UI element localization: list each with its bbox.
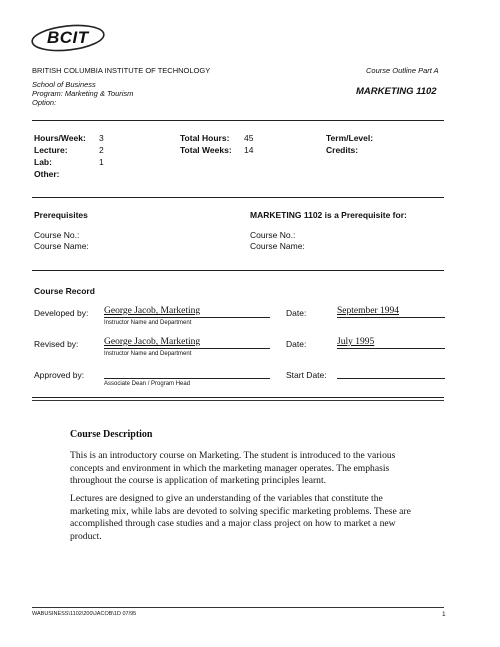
hours-week-label: Hours/Week: <box>34 133 86 143</box>
start-date-label: Start Date: <box>286 370 327 380</box>
term-level-label: Term/Level: <box>326 133 374 143</box>
divider <box>32 270 444 271</box>
prereq-course-name-label: Course Name: <box>34 241 89 251</box>
total-hours-label: Total Hours: <box>180 133 230 143</box>
developed-by-label: Developed by: <box>34 308 89 318</box>
divider <box>32 400 444 401</box>
credits-label: Credits: <box>326 145 359 155</box>
program-name: Program: Marketing & Tourism <box>32 89 134 98</box>
institute-name: BRITISH COLUMBIA INSTITUTE OF TECHNOLOGY <box>32 66 211 75</box>
course-description-title: Course Description <box>70 429 153 440</box>
prereq-for-course-no-label: Course No.: <box>250 230 296 240</box>
lab-label: Lab: <box>34 157 52 167</box>
lecture-value: 2 <box>99 145 104 155</box>
course-record-title: Course Record <box>34 286 95 296</box>
course-code-title: MARKETING 1102 <box>356 86 437 97</box>
lab-value: 1 <box>99 157 104 167</box>
revised-by-value: George Jacob, Marketing <box>104 337 201 347</box>
prerequisites-title: Prerequisites <box>34 210 88 220</box>
description-paragraph: This is an introductory course on Marketing. The student is introduced to the various concepts and environment in which the marketing manager operates. The emphasis throughout the course is application of marketing principles learnt. <box>70 450 396 487</box>
total-hours-value: 45 <box>244 133 254 143</box>
date-line <box>337 317 445 318</box>
bcit-logo <box>30 22 108 54</box>
approved-by-caption: Associate Dean / Program Head <box>104 381 191 387</box>
doc-type: Course Outline Part A <box>366 66 439 75</box>
signature-line <box>104 348 270 349</box>
revised-by-caption: Instructor Name and Department <box>104 351 192 357</box>
developed-date-value: September 1994 <box>337 306 400 316</box>
prerequisite-for-title: MARKETING 1102 is a Prerequisite for: <box>250 210 407 220</box>
lecture-label: Lecture: <box>34 145 68 155</box>
total-weeks-value: 14 <box>244 145 254 155</box>
total-weeks-label: Total Weeks: <box>180 145 232 155</box>
revised-date-label: Date: <box>286 339 307 349</box>
divider <box>32 197 444 198</box>
revised-date-value: July 1995 <box>337 337 375 347</box>
footer-divider <box>32 607 444 608</box>
divider <box>32 120 444 121</box>
footer-path: WABUSINESS\1102\200\JACOB\1D 07/95 <box>32 611 137 617</box>
page-number: 1 <box>442 611 446 618</box>
prereq-for-course-name-label: Course Name: <box>250 241 305 251</box>
hours-week-value: 3 <box>99 133 104 143</box>
developed-by-value: George Jacob, Marketing <box>104 306 201 316</box>
revised-by-label: Revised by: <box>34 339 79 349</box>
prereq-course-no-label: Course No.: <box>34 230 80 240</box>
logo-text: BCIT <box>47 28 89 47</box>
description-paragraph: Lectures are designed to give an understanding of the variables that constitute the marketing mix, while labs are devoted to solving specific marketing problems. These are accomplished through case studies and a major class project on how to market a new product. <box>70 493 411 542</box>
approved-by-label: Approved by: <box>34 370 85 380</box>
school-name: School of Business <box>32 80 96 89</box>
option-label: Option: <box>32 98 57 107</box>
signature-line <box>104 378 270 379</box>
signature-line <box>104 317 270 318</box>
other-label: Other: <box>34 169 60 179</box>
developed-by-caption: Instructor Name and Department <box>104 320 192 326</box>
date-line <box>337 348 445 349</box>
developed-date-label: Date: <box>286 308 307 318</box>
divider <box>32 397 444 398</box>
date-line <box>337 378 445 379</box>
